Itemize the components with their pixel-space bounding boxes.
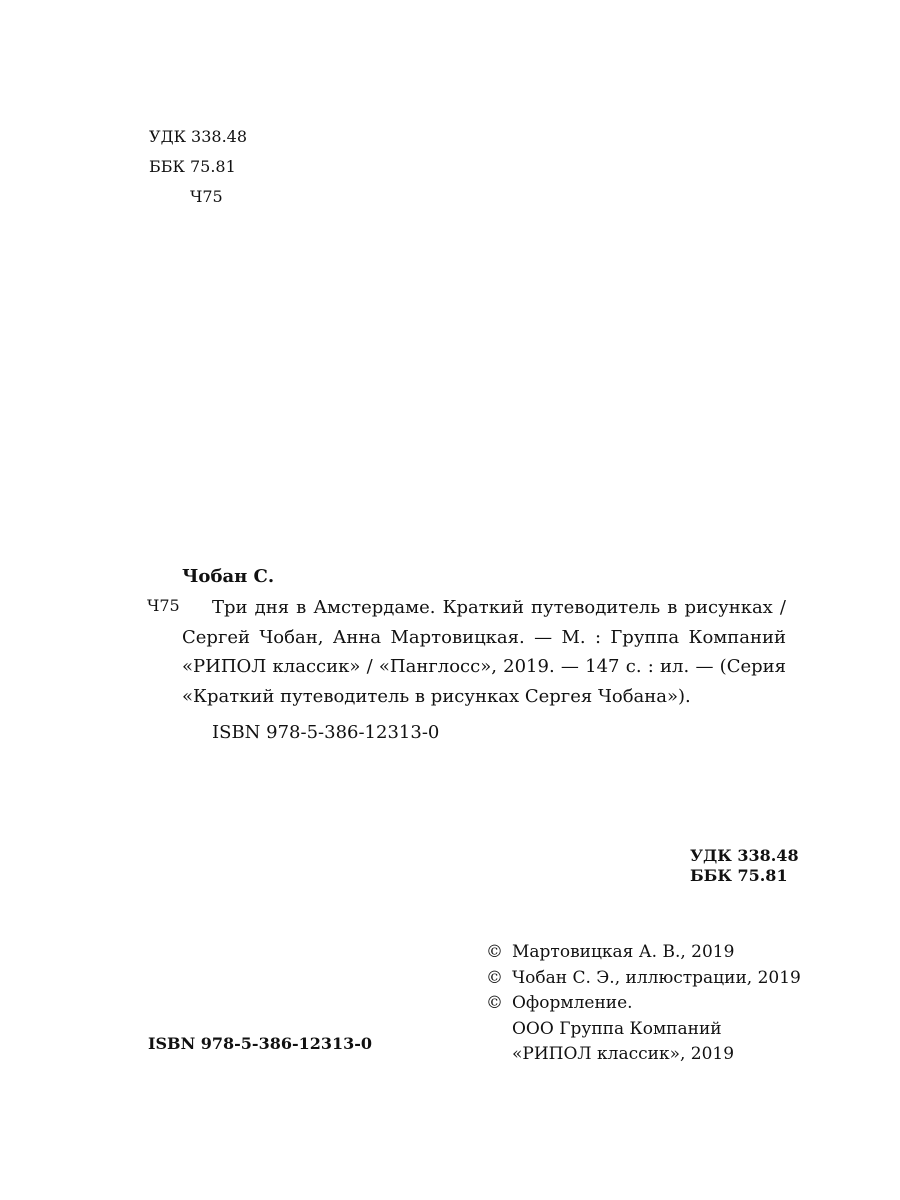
copyright-line	[486, 1017, 801, 1043]
copyright-sign	[486, 1017, 512, 1043]
copyright-line	[486, 991, 801, 1017]
entry-author-mark: Ч75	[147, 596, 180, 615]
bbk-code-top: ББК 75.81	[149, 157, 236, 176]
copyright-sign	[486, 1042, 512, 1068]
entry-description: Три дня в Амстердаме. Краткий путеводитель в рисунках / Сергей Чобан, Анна Мартовицкая. — М. : Группа Компаний «РИПОЛ классик» / «Панглосс», 2019. — 147 с. : ил. — (Серия «Краткий путеводитель в рисунках Сергея Чобана»).	[182, 597, 786, 707]
udk-code-bottom: УДК 338.48	[690, 846, 799, 865]
copyright-block	[486, 940, 801, 1068]
copyright-sign: ©	[486, 942, 503, 962]
isbn-bottom: ISBN 978-5-386-12313-0	[148, 1034, 373, 1053]
bbk-code-bottom: ББК 75.81	[690, 866, 788, 885]
entry-isbn: ISBN 978-5-386-12313-0	[212, 722, 440, 743]
copyright-line	[486, 966, 801, 992]
copyright-sign: ©	[486, 993, 503, 1013]
entry-author: Чобан С.	[182, 566, 275, 587]
copyright-sign: ©	[486, 967, 503, 988]
copyright-text: Мартовицкая А. В., 2019	[512, 942, 735, 962]
copyright-line	[486, 1042, 801, 1068]
copyright-text: «РИПОЛ классик», 2019	[512, 1044, 735, 1064]
udk-code-top: УДК 338.48	[149, 127, 248, 146]
copyright-text: ООО Группа Компаний	[512, 1018, 722, 1039]
author-mark-top: Ч75	[190, 187, 223, 206]
copyright-text: Оформление.	[512, 993, 633, 1013]
copyright-text: Чобан С. Э., иллюстрации, 2019	[512, 967, 801, 988]
copyright-line	[486, 940, 801, 966]
